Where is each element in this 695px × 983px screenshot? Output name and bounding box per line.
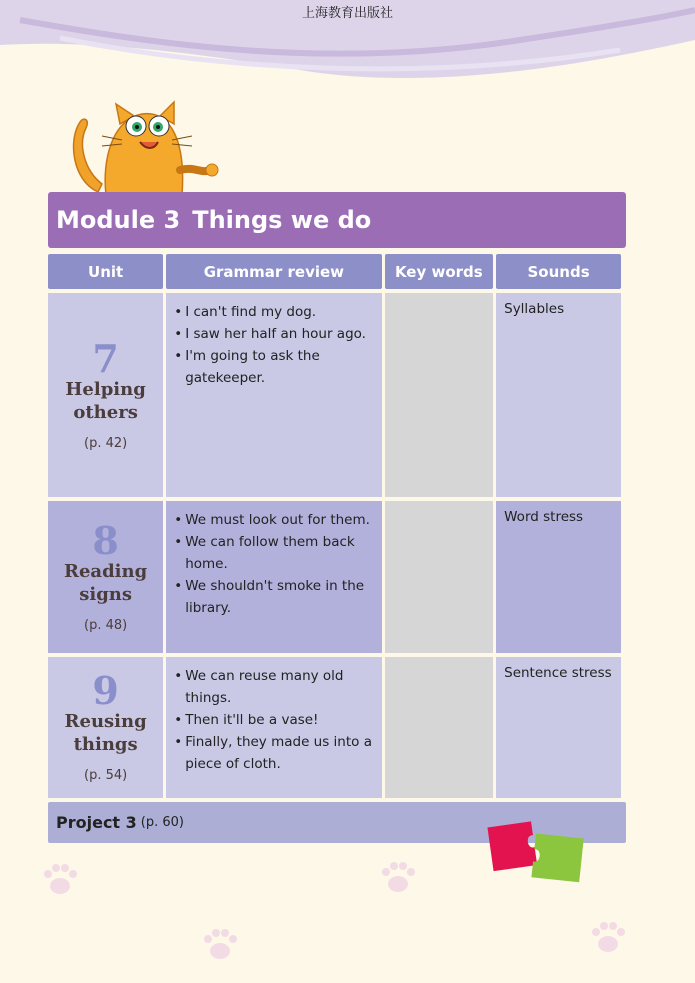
project-label: Project 3 bbox=[56, 813, 137, 832]
key-words-cell bbox=[385, 293, 494, 497]
table-row bbox=[48, 501, 621, 653]
unit-page-ref: (p. 42) bbox=[84, 435, 128, 451]
paw-print-icon bbox=[588, 918, 628, 958]
grammar-item: • I saw her half an hour ago. bbox=[174, 323, 375, 345]
unit-title-line2: signs bbox=[79, 583, 132, 605]
unit-cell bbox=[48, 501, 163, 653]
module-title-banner bbox=[48, 192, 626, 248]
grammar-item: • I'm going to ask the gatekeeper. bbox=[174, 345, 375, 389]
grammar-item: • We must look out for them. bbox=[174, 509, 375, 531]
grammar-item: • I can't find my dog. bbox=[174, 301, 375, 323]
sounds-cell: Word stress bbox=[496, 501, 621, 653]
unit-title-line2: others bbox=[73, 401, 138, 423]
table-row bbox=[48, 657, 621, 798]
key-words-cell bbox=[385, 657, 494, 798]
unit-page-ref: (p. 54) bbox=[84, 768, 128, 783]
project-page-ref: (p. 60) bbox=[140, 815, 184, 830]
paw-print-icon bbox=[378, 858, 418, 898]
unit-title-line2: things bbox=[73, 734, 138, 755]
unit-title-line1: Helping bbox=[65, 378, 146, 400]
unit-title-line1: Reusing bbox=[64, 711, 147, 732]
grammar-item: • We can reuse many old things. bbox=[174, 665, 375, 709]
grammar-item: • We can follow them back home. bbox=[174, 531, 375, 575]
module-title: Things we do bbox=[192, 206, 372, 234]
module-number: Module 3 bbox=[56, 206, 181, 234]
unit-cell bbox=[48, 657, 163, 798]
unit-cell bbox=[48, 293, 163, 497]
grammar-item: • Then it'll be a vase! bbox=[174, 709, 375, 731]
column-header-grammar: Grammar review bbox=[166, 254, 381, 289]
unit-number: 7 bbox=[92, 335, 119, 381]
sounds-cell: Sentence stress bbox=[496, 657, 621, 798]
column-header-sounds: Sounds bbox=[496, 254, 621, 289]
unit-title-line1: Reading bbox=[64, 560, 148, 582]
paw-print-icon bbox=[200, 925, 240, 965]
paw-print-icon bbox=[40, 860, 80, 900]
column-header-key-words: Key words bbox=[385, 254, 494, 289]
grammar-cell bbox=[166, 501, 381, 653]
key-words-cell bbox=[385, 501, 494, 653]
unit-number: 9 bbox=[92, 668, 119, 713]
cat-mascot-illustration bbox=[62, 100, 222, 195]
unit-page-ref: (p. 48) bbox=[84, 617, 128, 633]
table-header-row bbox=[48, 254, 621, 289]
publisher-name: 上海教育出版社 bbox=[301, 6, 393, 21]
column-header-unit: Unit bbox=[48, 254, 163, 289]
sounds-cell: Syllables bbox=[496, 293, 621, 497]
grammar-cell bbox=[166, 657, 381, 798]
grammar-item: • We shouldn't smoke in the library. bbox=[174, 575, 375, 619]
table-row bbox=[48, 293, 621, 497]
unit-number: 8 bbox=[92, 517, 119, 563]
puzzle-pieces-illustration bbox=[484, 814, 594, 889]
grammar-cell bbox=[166, 293, 381, 497]
syllabus-table bbox=[45, 254, 624, 798]
grammar-item: • Finally, they made us into a piece of cloth. bbox=[174, 731, 375, 775]
